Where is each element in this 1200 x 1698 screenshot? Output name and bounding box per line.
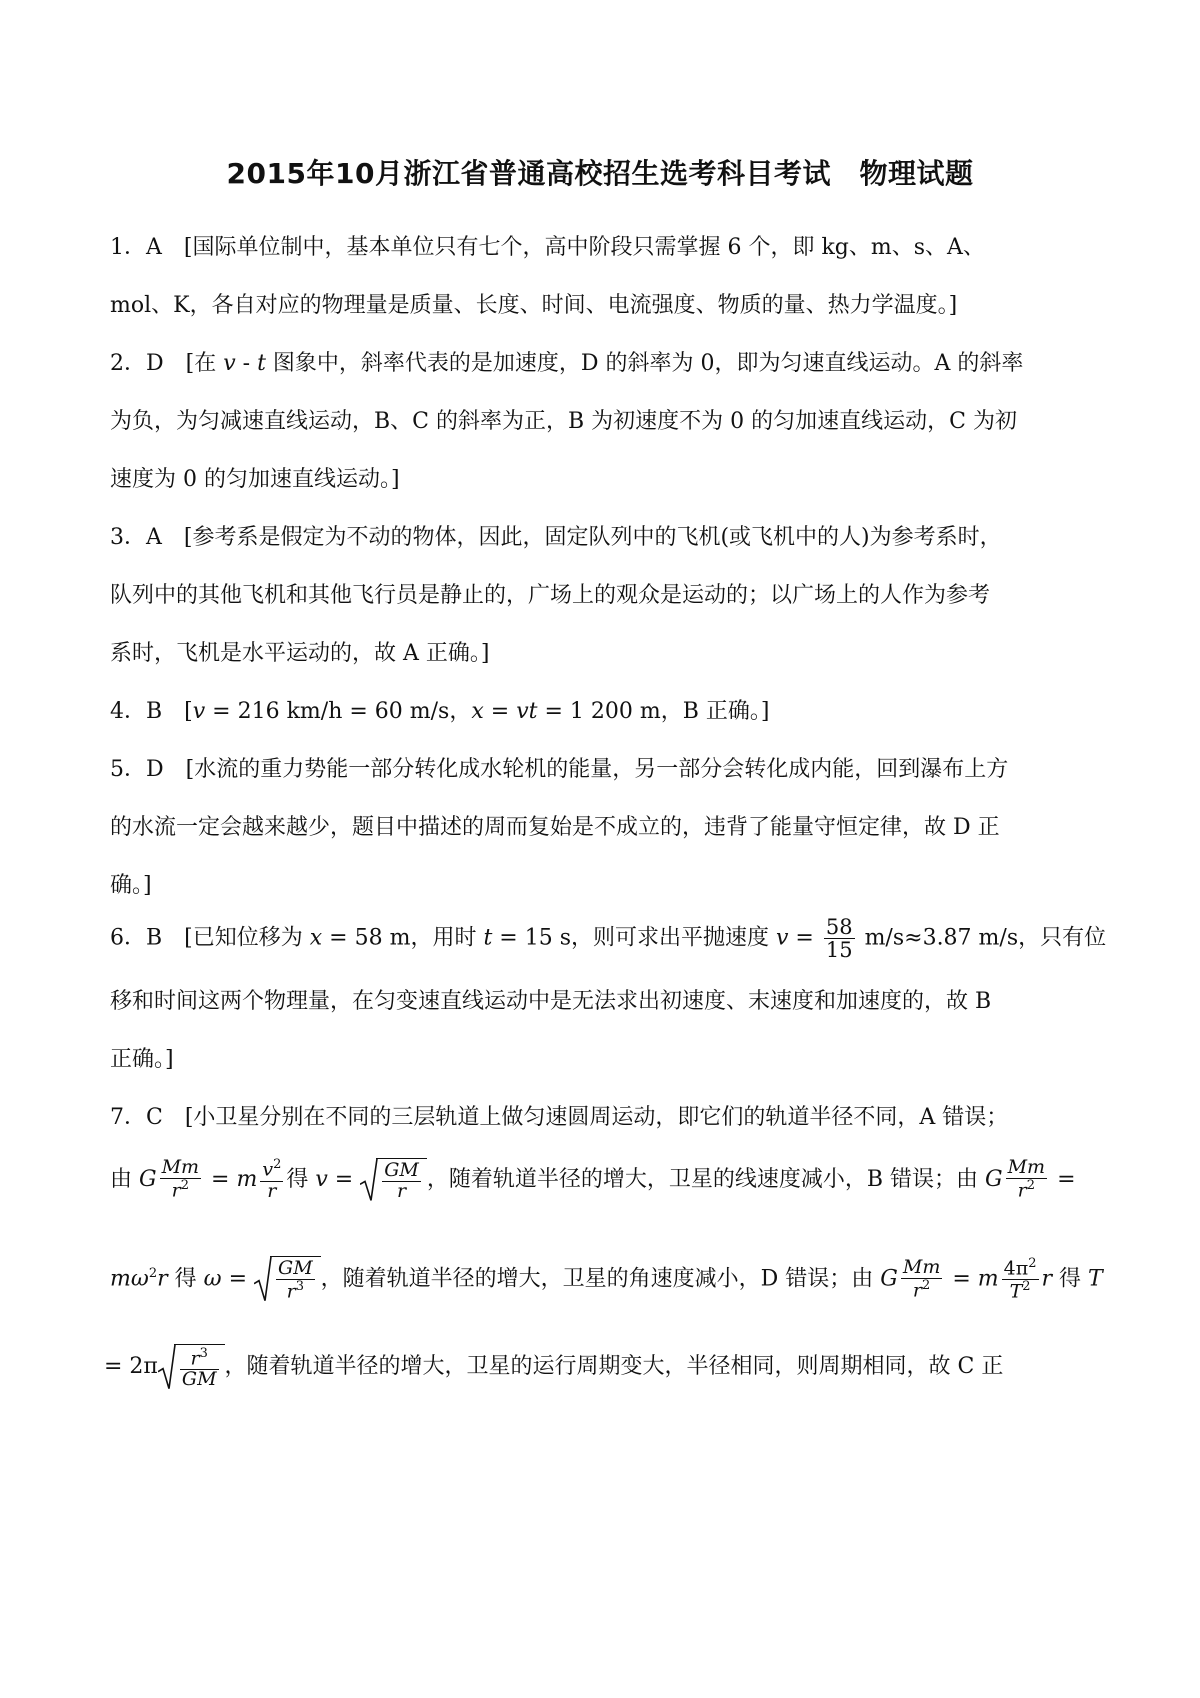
text: 得: [1052, 1266, 1089, 1292]
text: = 15 s，则可求出平抛速度: [492, 925, 776, 951]
fraction-denominator: r: [396, 1179, 407, 1202]
answer-7-line-4: [104, 1344, 1003, 1390]
text: ，随着轨道半径的增大，卫星的运行周期变大，半径相同，则周期相同，故 C 正: [224, 1354, 1004, 1380]
fraction-denominator: GM: [181, 1368, 217, 1391]
fraction-denominator: $r^2$: [171, 1178, 189, 1202]
sqrt-fraction: [276, 1259, 315, 1302]
var-G: G: [985, 1166, 1003, 1192]
fraction-numerator: $r^3$: [180, 1347, 219, 1370]
fraction-denominator: 15: [825, 938, 853, 963]
gravity-fraction: [901, 1255, 942, 1301]
answer-7-line-2: [110, 1158, 1076, 1202]
var-r: r: [912, 1278, 923, 1301]
text: =: [221, 1266, 255, 1292]
text: ，随着轨道半径的增大，卫星的角速度减小，D 错误；由: [320, 1266, 881, 1292]
var-omega: ω: [203, 1266, 222, 1292]
fraction-numerator: $4\pi^2$: [1003, 1255, 1037, 1279]
page-title: 2015年10月浙江省普通高校招生选考科目考试 物理试题: [226, 157, 974, 190]
answer-2-line-2: 为负，为匀减速直线运动，B、C 的斜率为正，B 为初速度不为 0 的匀加速直线运动，C 为初: [110, 409, 1017, 434]
dash: -: [235, 351, 258, 376]
answer-3-line-3: 系时，飞机是水平运动的，故 A 正确。]: [110, 641, 490, 666]
var-v: v: [315, 1166, 328, 1192]
radical-sign-icon: [254, 1256, 272, 1302]
var-x: x: [309, 925, 323, 951]
answer-3-line-1: 3．A [参考系是假定为不动的物体，因此，固定队列中的飞机(或飞机中的人)为参考系时，: [110, 525, 1002, 550]
period-fraction: [1002, 1257, 1039, 1303]
var-x: x: [471, 699, 484, 724]
answer-3-line-2: 队列中的其他飞机和其他飞行员是静止的，广场上的观众是运动的；以广场上的人作为参考: [110, 583, 991, 608]
sqrt-expression: [254, 1256, 321, 1302]
text: 2．D [在: [110, 351, 224, 376]
centripetal-fraction: [260, 1158, 283, 1201]
answer-1-line-1: 1．A [国际单位制中，基本单位只有七个，高中阶段只需掌握 6 个，即 kg、m、s、A、: [110, 235, 985, 260]
radical-sign-icon: [158, 1344, 176, 1390]
text: 图象中，斜率代表的是加速度，D 的斜率为 0，即为匀速直线运动。A 的斜率: [265, 351, 1024, 376]
sqrt-fraction: [180, 1347, 219, 1390]
sqrt-expression: [158, 1344, 225, 1390]
text: =: [483, 699, 517, 724]
var-v: v: [223, 351, 236, 376]
text: =: [1050, 1166, 1076, 1192]
answer-6-line-2: 移和时间这两个物理量，在匀变速直线运动中是无法求出初速度、末速度和加速度的，故 B: [110, 989, 992, 1014]
fraction-denominator: $r^2$: [1017, 1178, 1036, 1202]
fraction-numerator: Mm: [161, 1156, 200, 1179]
var-T: T: [1088, 1266, 1103, 1292]
text: = 1 200 m，B 正确。]: [537, 699, 770, 724]
var-vt: vt: [516, 699, 538, 724]
radical-sign-icon: [360, 1158, 378, 1202]
answer-4-line-1: [110, 697, 769, 727]
var-r: r: [1041, 1266, 1053, 1292]
text: ，随着轨道半径的增大，卫星的线速度减小，B 错误；由: [426, 1166, 986, 1192]
text: =: [788, 925, 821, 951]
text: m/s≈3.87 m/s，只有位: [857, 925, 1107, 951]
fraction-numerator: GM: [384, 1159, 419, 1181]
fraction-numerator: Mm: [902, 1255, 941, 1278]
sqrt-fraction: [382, 1161, 421, 1202]
fraction-denominator: $r^2$: [912, 1277, 931, 1301]
answer-5-line-1: 5．D [水流的重力势能一部分转化成水轮机的能量，另一部分会转化成内能，回到瀑布上方: [110, 757, 1009, 782]
answer-2-line-1: [110, 349, 1023, 379]
fraction-numerator: GM: [278, 1257, 313, 1280]
answer-6-line-3: 正确。]: [110, 1047, 174, 1072]
text: = 2π: [104, 1354, 158, 1380]
text: =: [327, 1166, 361, 1192]
var-m: m: [110, 1266, 131, 1292]
answer-7-line-1: 7．C [小卫星分别在不同的三层轨道上做匀速圆周运动，即它们的轨道半径不同，A 错误；: [110, 1105, 1009, 1130]
answer-1-line-2: mol、K，各自对应的物理量是质量、长度、时间、电流强度、物质的量、热力学温度。]: [110, 293, 958, 318]
fraction-denominator: $T^2$: [1009, 1278, 1031, 1303]
fraction-denominator: r: [267, 1179, 277, 1202]
fraction-numerator: 58: [825, 915, 853, 939]
text: 4．B [: [110, 699, 193, 724]
text: 得: [286, 1166, 316, 1192]
text: 由: [110, 1166, 139, 1192]
velocity-fraction: [824, 916, 855, 961]
answer-5-line-3: 确。]: [110, 873, 152, 898]
answer-2-line-3: 速度为 0 的匀加速直线运动。]: [110, 467, 400, 492]
gravity-fraction: [160, 1158, 201, 1201]
text: = m: [945, 1266, 999, 1292]
text: = 58 m，用时: [322, 925, 484, 951]
var-r: r: [190, 1347, 200, 1370]
var-v: v: [262, 1158, 274, 1181]
var-T: T: [1009, 1280, 1023, 1303]
fraction-numerator: $v^2$: [262, 1157, 282, 1181]
text: = m: [204, 1166, 258, 1192]
var-G: G: [139, 1166, 157, 1192]
fraction-denominator: $r^3$: [286, 1279, 305, 1303]
var-omega: ω: [130, 1266, 149, 1292]
var-v: v: [192, 699, 206, 724]
var-t: t: [257, 351, 266, 376]
text: 6．B [已知位移为: [110, 925, 310, 951]
var-v: v: [775, 925, 789, 951]
answer-7-line-3: $m\omega^2r$ 得 ω = $\frac{GM}{r^3}$ ，随着轨道半径的增大，卫星的角速度减小，D 错误；由 G $\frac{Mm}{r^2}$ = m $\frac{4\pi^2}{T^2}$ r 得 T: [110, 1255, 1103, 1303]
answer-6-line-1: [110, 916, 1106, 961]
var-r: r: [286, 1280, 296, 1303]
var-r: r: [171, 1179, 181, 1202]
gravity-fraction: [1006, 1158, 1047, 1201]
var-r: r: [1017, 1179, 1027, 1202]
four-pi: 4π: [1003, 1256, 1029, 1279]
sqrt-expression: [360, 1158, 427, 1202]
text: 得: [167, 1266, 204, 1292]
var-r: r: [157, 1266, 168, 1292]
var-t: t: [483, 925, 493, 951]
fraction-numerator: Mm: [1007, 1156, 1046, 1179]
var-G: G: [880, 1266, 898, 1292]
text: = 216 km/h = 60 m/s，: [205, 699, 472, 724]
answer-5-line-2: 的水流一定会越来越少，题目中描述的周而复始是不成立的，违背了能量守恒定律，故 D 正: [110, 815, 1000, 840]
